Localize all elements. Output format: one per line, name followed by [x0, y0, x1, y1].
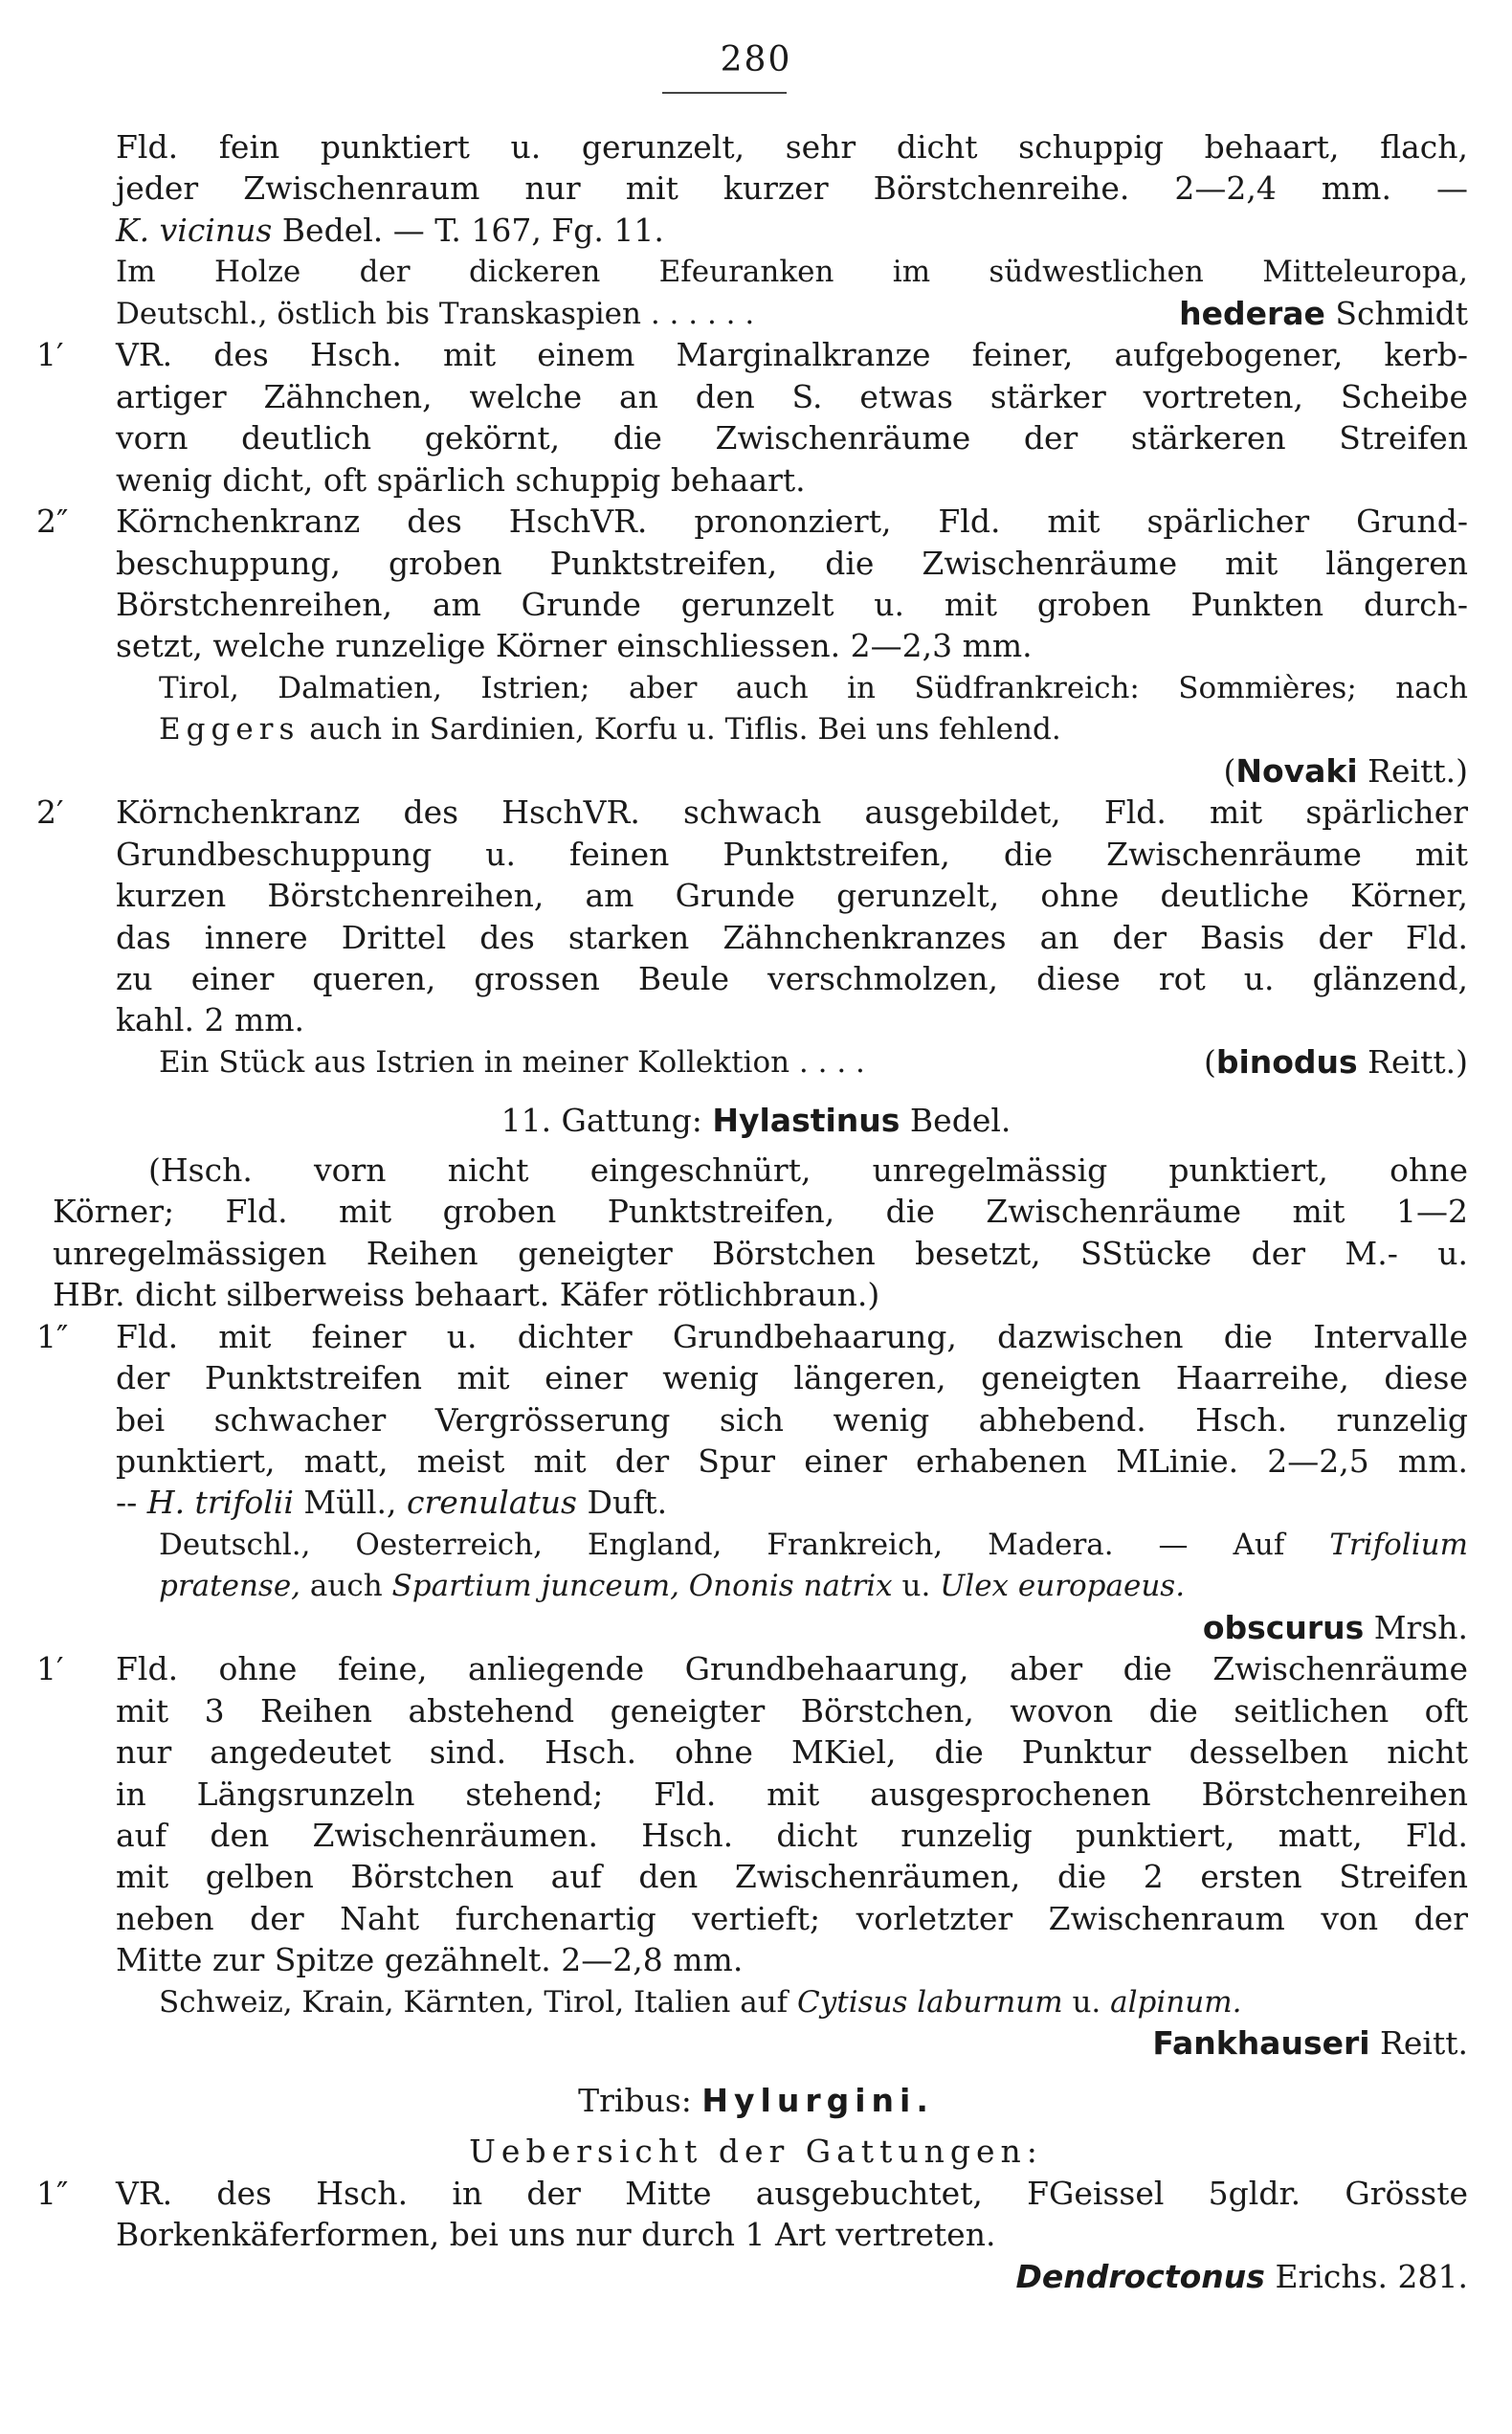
couplet-label: 1″ — [36, 1317, 69, 1355]
line-text — [116, 1357, 1468, 1399]
text-segment: wenig dicht, oft spärlich schuppig behaart. — [116, 460, 806, 499]
text-segment: Deutschl., östlich bis Transkaspien . . . . . . — [116, 296, 755, 331]
line-text — [159, 1981, 1241, 2023]
line-text — [116, 293, 754, 335]
text-segment: VR. des Hsch. in der Mitte ausgebuchtet, FGeissel 5gldr. Grösste — [116, 2174, 1468, 2212]
page-number: 280 — [720, 40, 792, 79]
line-text — [116, 1731, 1468, 1774]
line-text — [116, 501, 1468, 543]
text-segment: Bedel. — T. 167, Fg. 11. — [272, 211, 664, 249]
text-segment: alpinum. — [1110, 1984, 1242, 2020]
text-segment: unregelmässigen Reihen geneigter Börstchen besetzt, SStücke der M.- u. — [53, 1234, 1468, 1272]
couplet-label: 1′ — [36, 1650, 64, 1688]
line-text — [116, 1690, 1468, 1732]
text-segment: Im Holze der dickeren Efeuranken im südwestlichen Mitteleuropa, — [116, 255, 1468, 290]
line-text — [116, 2173, 1468, 2215]
line-text — [116, 1939, 743, 1981]
text-segment: Dendroctonus — [1015, 2257, 1265, 2295]
line-text — [53, 1233, 1468, 1275]
line-text — [116, 251, 1468, 293]
text-segment: Müll., — [293, 1484, 408, 1522]
text-segment: u. — [892, 1569, 941, 1604]
text-segment: kahl. 2 mm. — [116, 1001, 305, 1039]
text-segment: Deutschl., Oesterreich, England, Frankreich, Madera. — Auf — [159, 1527, 1330, 1562]
text-segment: vorn deutlich gekörnt, die Zwischenräume der stärkeren Streifen — [116, 419, 1468, 458]
text-segment: Reitt. — [1369, 2024, 1468, 2063]
line-text — [116, 1898, 1468, 1940]
text-segment: hederae — [1179, 294, 1325, 332]
couplet-label: 2′ — [36, 793, 64, 832]
text-segment: Erichs. 281. — [1264, 2257, 1468, 2295]
line-text — [159, 667, 1468, 709]
couplet-label: 2″ — [36, 502, 69, 541]
line-text — [116, 1856, 1468, 1898]
text-segment: kurzen Börstchenreihen, am Grunde gerunzelt, ohne deutliche Körner, — [116, 877, 1468, 915]
couplet-label: 1′ — [36, 336, 64, 374]
text-segment: ( — [1203, 1042, 1216, 1081]
line-text — [116, 792, 1468, 834]
line-text — [148, 1150, 1468, 1192]
text-segment: Hylastinus — [712, 1102, 901, 1140]
text-segment: neben der Naht furchenartig vertieft; vorletzter Zwischenraum von der — [116, 1899, 1468, 1937]
text-segment: pratense, — [159, 1569, 301, 1604]
text-segment: ( — [1223, 751, 1236, 790]
text-segment: Borkenkäferformen, bei uns nur durch 1 Art vertreten. — [116, 2216, 996, 2254]
text-segment: u. — [1062, 1984, 1111, 2020]
text-segment: Tirol, Dalmatien, Istrien; aber auch in Südfrankreich: Sommières; nach — [159, 670, 1468, 705]
text-segment: jeder Zwischenraum nur mit kurzer Börstchenreihe. 2—2,4 mm. — — [116, 169, 1468, 208]
line-text — [116, 459, 806, 502]
text-segment: crenulatus — [407, 1484, 577, 1522]
line-text — [116, 334, 1468, 376]
text-segment: Tribus: — [578, 2081, 702, 2119]
line-text — [116, 376, 1468, 418]
line-text — [1152, 2022, 1468, 2065]
text-segment: Fankhauseri — [1152, 2024, 1370, 2063]
text-segment: Spartium junceum, Ononis natrix — [391, 1569, 893, 1604]
line-text — [0, 1100, 1512, 1142]
text-segment: (Hsch. vorn nicht eingeschnürt, unregelmässig punktiert, ohne — [148, 1150, 1468, 1189]
text-segment: punktiert, matt, meist mit der Spur einer erhabenen MLinie. 2—2,5 mm. — [116, 1441, 1468, 1480]
text-segment: binodus — [1215, 1042, 1358, 1081]
text-segment: Börstchenreihen, am Grunde gerunzelt u. mit groben Punkten durch- — [116, 585, 1468, 623]
line-text — [116, 543, 1468, 585]
line-text — [116, 210, 664, 252]
text-segment: artiger Zähnchen, welche an den S. etwas stärker vortreten, Scheibe — [116, 377, 1468, 415]
text-segment: auf den Zwischenräumen. Hsch. dicht runzelig punktiert, matt, Fld. — [116, 1817, 1468, 1854]
text-segment: Bedel. — [900, 1102, 1012, 1140]
text-segment: Uebersicht der Gattungen: — [469, 2133, 1043, 2171]
line-text — [116, 1482, 667, 1524]
text-segment: Grundbeschuppung u. feinen Punktstreifen, die Zwischenräume mit — [116, 835, 1468, 873]
line-text — [116, 584, 1468, 626]
text-segment: in Längsrunzeln stehend; Fld. mit ausgesprochenen Börstchenreihen — [116, 1775, 1468, 1813]
text-segment: Mitte zur Spitze gezähnelt. 2—2,8 mm. — [116, 1941, 744, 1979]
species-name — [1179, 293, 1468, 335]
line-text — [116, 958, 1468, 1000]
text-segment: Ein Stück aus Istrien in meiner Kollektion . . . . — [159, 1044, 865, 1080]
text-segment: Reitt.) — [1357, 1042, 1468, 1081]
line-text — [116, 1316, 1468, 1358]
line-text — [116, 1648, 1468, 1690]
text-segment: K. vicinus — [116, 211, 273, 249]
line-text — [116, 1399, 1468, 1441]
text-segment: 11. Gattung: — [500, 1102, 713, 1140]
line-text — [159, 1565, 1185, 1607]
line-text — [53, 1191, 1468, 1233]
text-segment: Reitt.) — [1357, 751, 1468, 790]
line-text — [116, 417, 1468, 459]
text-segment: VR. des Hsch. mit einem Marginalkranze feiner, aufgebogener, kerb- — [116, 336, 1468, 374]
text-segment: obscurus — [1202, 1608, 1365, 1646]
line-text — [116, 2214, 995, 2256]
text-segment: -- — [116, 1484, 147, 1522]
text-segment: das innere Drittel des starken Zähnchenkranzes an der Basis der Fld. — [116, 918, 1468, 956]
text-segment: nur angedeutet sind. Hsch. ohne MKiel, die Punktur desselben nicht — [116, 1733, 1468, 1772]
text-segment: bei schwacher Vergrösserung sich wenig abhebend. Hsch. runzelig — [116, 1400, 1468, 1439]
line-text — [0, 2080, 1512, 2122]
text-segment: der Punktstreifen mit einer wenig längeren, geneigten Haarreihe, diese — [116, 1359, 1468, 1397]
page-number-rule — [662, 92, 787, 94]
text-segment: Ulex europaeus. — [940, 1569, 1186, 1604]
text-segment: mit gelben Börstchen auf den Zwischenräumen, die 2 ersten Streifen — [116, 1858, 1468, 1896]
text-segment: Trifolium — [1329, 1527, 1468, 1562]
text-segment: Fld. fein punktiert u. gerunzelt, sehr dicht schuppig behaart, flach, — [116, 128, 1468, 166]
text-segment: zu einer queren, grossen Beule verschmolzen, diese rot u. glänzend, — [116, 960, 1468, 997]
line-text — [0, 2131, 1512, 2173]
text-segment: Schweiz, Krain, Kärnten, Tirol, Italien auf — [159, 1984, 797, 2020]
line-text — [116, 167, 1468, 210]
text-segment: Schmidt — [1324, 294, 1468, 332]
line-text — [116, 126, 1468, 168]
text-segment: Duft. — [577, 1484, 668, 1522]
line-text — [116, 917, 1468, 959]
line-text — [116, 875, 1468, 917]
line-text — [159, 1524, 1468, 1566]
text-segment: Fld. ohne feine, anliegende Grundbehaarung, aber die Zwischenräume — [116, 1650, 1468, 1688]
text-segment: Cytisus laburnum — [797, 1984, 1063, 2020]
text-segment: Körnchenkranz des HschVR. prononziert, Fld. mit spärlicher Grund- — [116, 502, 1468, 541]
line-text — [53, 1274, 879, 1316]
line-text — [116, 1774, 1468, 1816]
line-text — [159, 708, 1061, 750]
species-name — [1204, 1041, 1468, 1083]
line-text — [1203, 1607, 1468, 1649]
text-segment: Mrsh. — [1364, 1608, 1468, 1646]
text-segment: Fld. mit feiner u. dichter Grundbehaarung, dazwischen die Intervalle — [116, 1317, 1468, 1355]
text-segment: H. trifolii — [146, 1484, 294, 1522]
line-text — [159, 1041, 865, 1083]
text-segment: setzt, welche runzelige Körner einschliessen. 2—2,3 mm. — [116, 627, 1033, 665]
text-segment: Körner; Fld. mit groben Punktstreifen, die Zwischenräume mit 1—2 — [53, 1193, 1468, 1231]
text-segment: auch in Sardinien, Korfu u. Tiflis. Bei uns fehlend. — [300, 712, 1061, 748]
line-text — [116, 625, 1033, 667]
text-segment: auch — [300, 1569, 392, 1604]
text-segment: Hylurgini. — [701, 2081, 934, 2119]
line-text — [116, 834, 1468, 876]
line-text — [116, 999, 304, 1041]
line-text — [116, 1815, 1468, 1857]
text-segment: mit 3 Reihen abstehend geneigter Börstchen, wovon die seitlichen oft — [116, 1691, 1468, 1730]
line-text — [1223, 750, 1468, 793]
couplet-label: 1″ — [36, 2174, 69, 2212]
text-segment: beschuppung, groben Punktstreifen, die Zwischenräume mit längeren — [116, 544, 1468, 582]
line-text — [116, 1440, 1468, 1483]
text-segment: Novaki — [1235, 751, 1358, 790]
line-text — [1015, 2256, 1468, 2298]
text-segment: Körnchenkranz des HschVR. schwach ausgebildet, Fld. mit spärlicher — [116, 793, 1468, 832]
text-segment: Eggers — [159, 712, 300, 748]
text-segment: HBr. dicht silberweiss behaart. Käfer rötlichbraun.) — [53, 1276, 880, 1314]
